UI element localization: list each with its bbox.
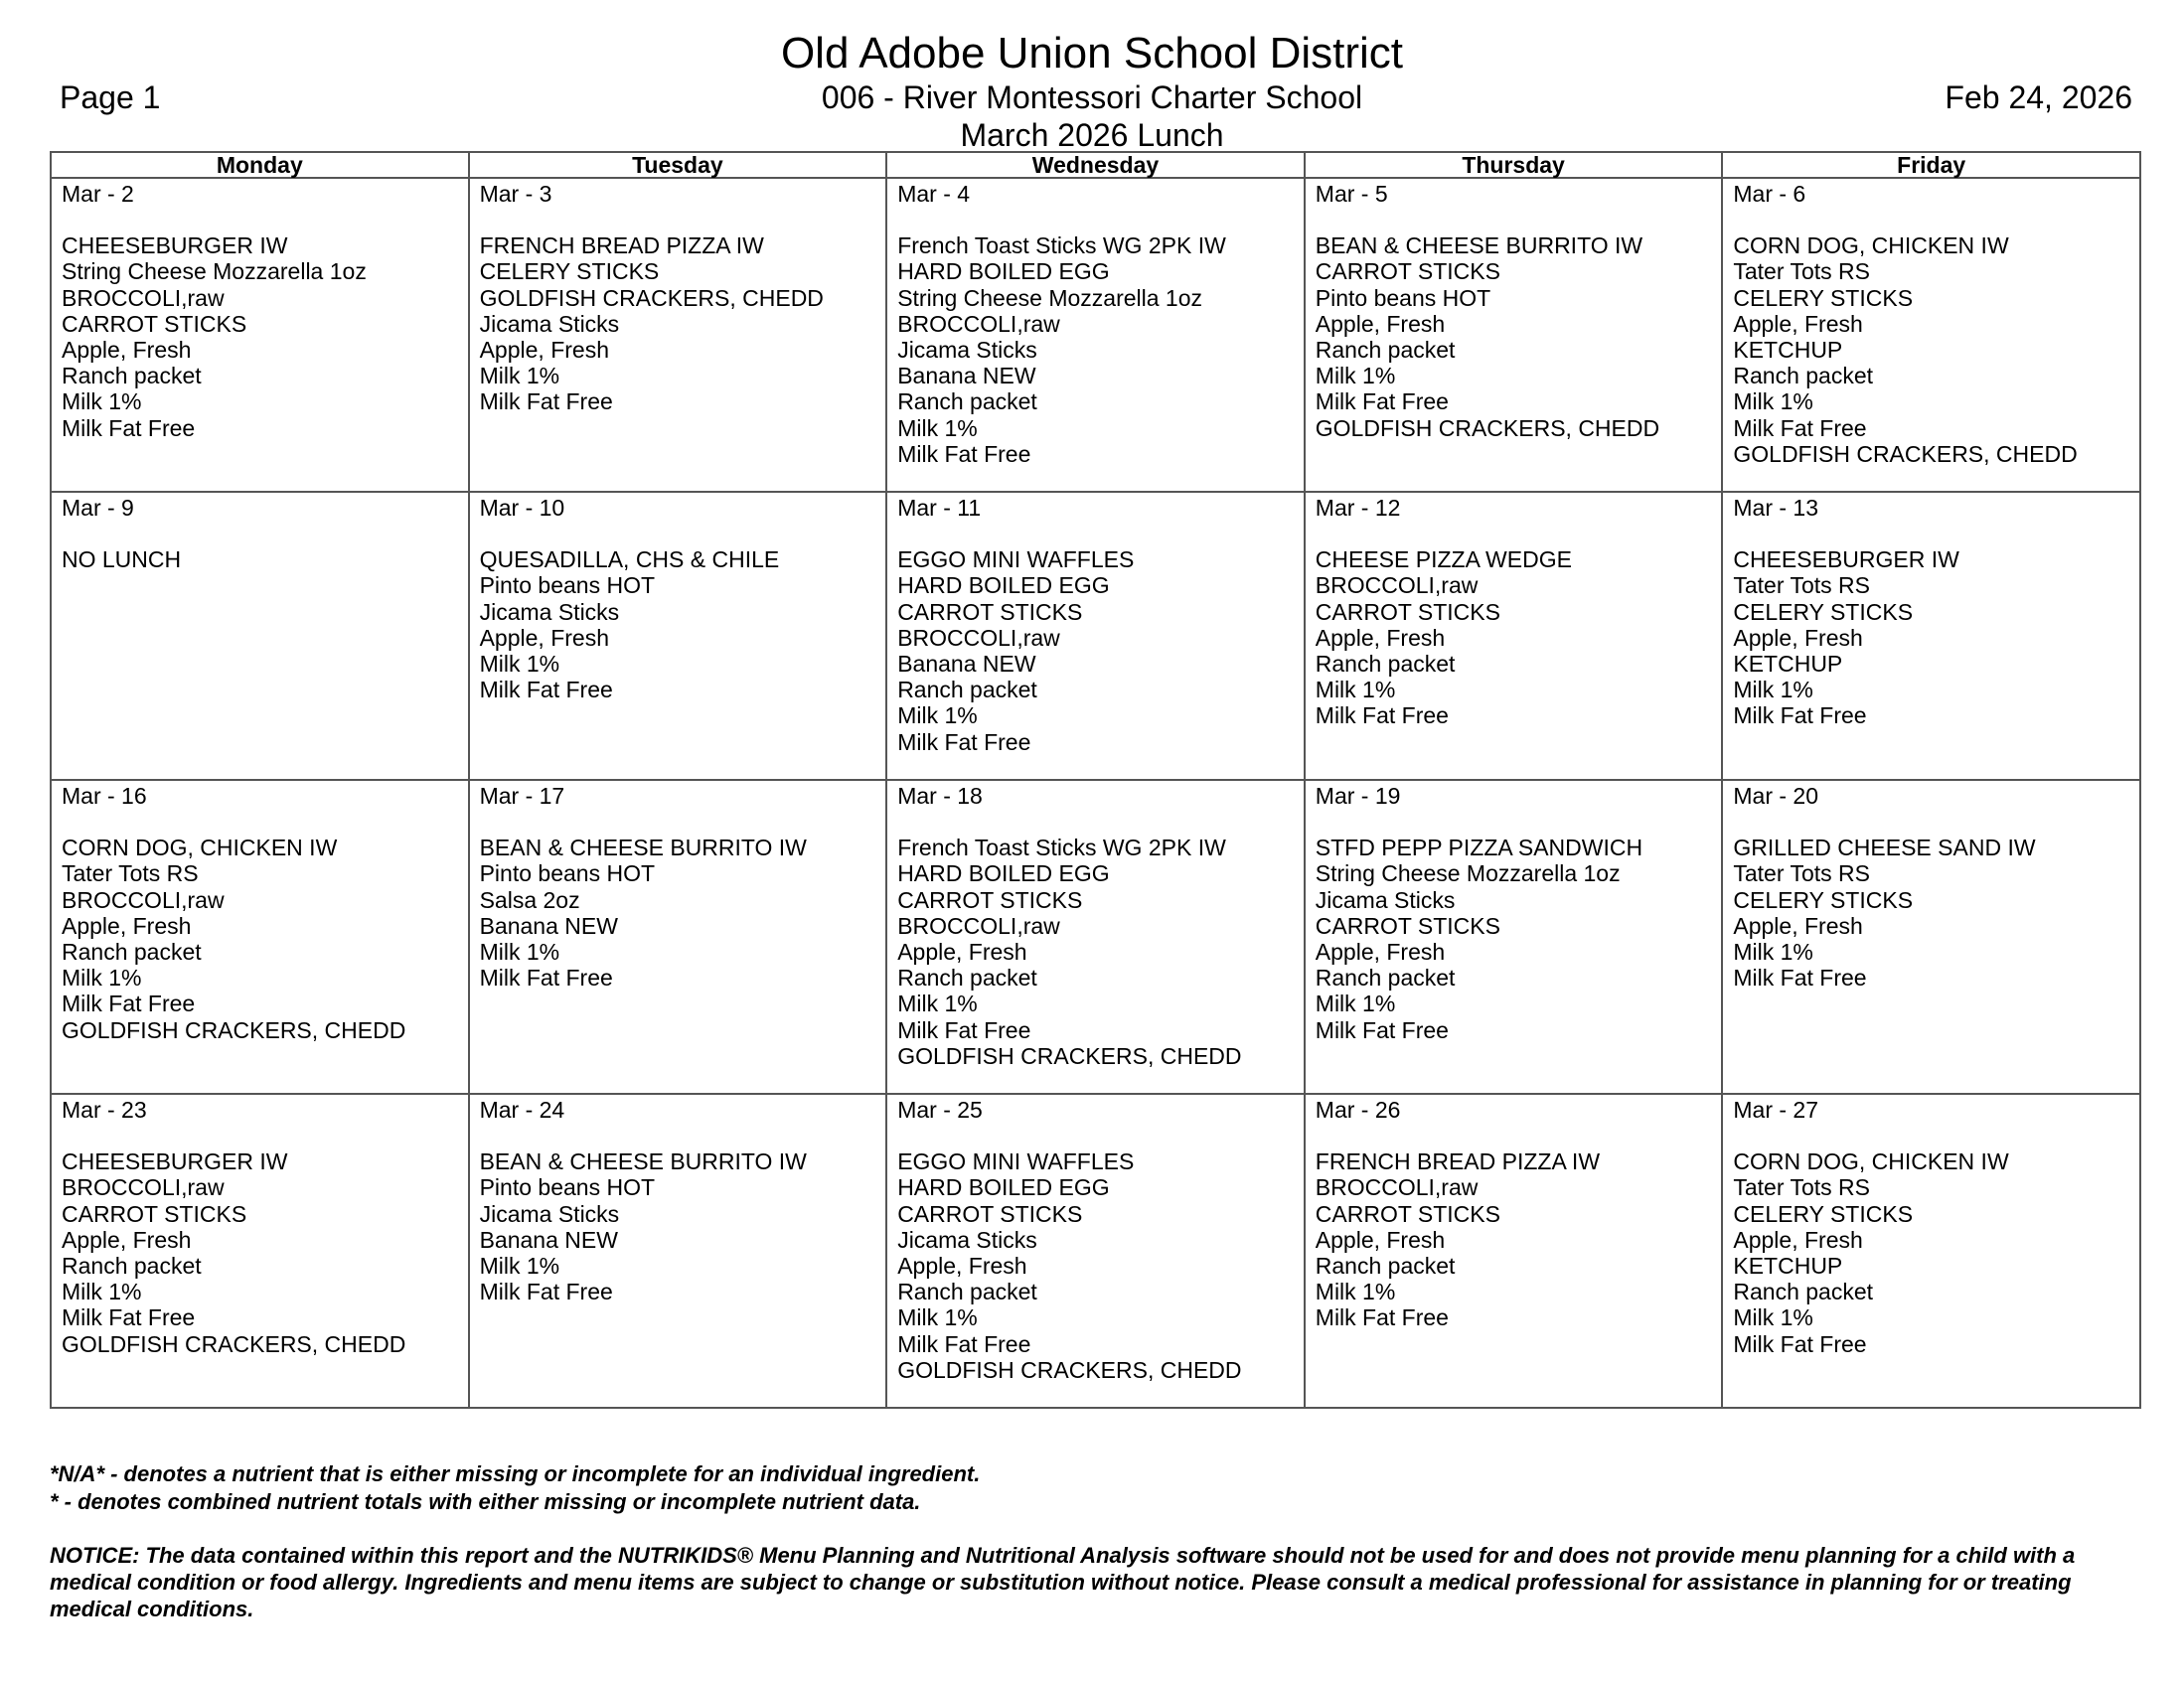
menu-item: Apple, Fresh xyxy=(1315,310,1446,337)
day-date: Mar - 18 xyxy=(897,783,983,809)
menu-item: Milk 1% xyxy=(897,1304,978,1331)
menu-item: BEAN & CHEESE BURRITO IW xyxy=(479,1148,807,1175)
menu-item: BROCCOLI,raw xyxy=(1315,1174,1479,1201)
day-cell xyxy=(1722,1094,2140,1408)
menu-item: CELERY STICKS xyxy=(1733,284,1914,311)
menu-item: Ranch packet xyxy=(897,1279,1037,1305)
day-cell xyxy=(1722,178,2140,492)
weekday-header-row xyxy=(51,152,2140,178)
menu-item: Apple, Fresh xyxy=(1733,624,1863,651)
menu-item: BROCCOLI,raw xyxy=(62,1174,225,1201)
menu-item: BEAN & CHEESE BURRITO IW xyxy=(1315,232,1643,259)
menu-item: CARROT STICKS xyxy=(62,310,247,337)
menu-item: Milk Fat Free xyxy=(479,388,613,415)
lunch-calendar xyxy=(50,151,2141,1409)
menu-item: Milk 1% xyxy=(1733,939,1813,965)
menu-item: CHEESEBURGER IW xyxy=(62,232,288,259)
menu-item: HARD BOILED EGG xyxy=(897,572,1110,599)
menu-item: Apple, Fresh xyxy=(62,337,192,363)
menu-item: French Toast Sticks WG 2PK IW xyxy=(897,835,1226,861)
menu-item: Ranch packet xyxy=(1315,337,1456,363)
footnote-asterisk: * - denotes combined nutrient totals with either missing or incomplete nutrient data. xyxy=(50,1489,921,1514)
menu-item: Milk Fat Free xyxy=(1315,1304,1449,1331)
menu-item: Milk 1% xyxy=(1733,1304,1813,1331)
day-date: Mar - 6 xyxy=(1733,181,1806,207)
menu-item: Apple, Fresh xyxy=(1315,939,1446,965)
menu-item: GOLDFISH CRACKERS, CHEDD xyxy=(897,1356,1242,1383)
menu-item: Apple, Fresh xyxy=(1733,310,1863,337)
menu-item: Jicama Sticks xyxy=(479,598,620,625)
weekday-header-friday: Friday xyxy=(1722,152,2140,178)
menu-item: String Cheese Mozzarella 1oz xyxy=(1315,860,1621,887)
day-date: Mar - 27 xyxy=(1733,1097,1819,1123)
menu-item: Milk 1% xyxy=(62,388,142,415)
menu-item: BROCCOLI,raw xyxy=(62,886,225,913)
day-date: Mar - 5 xyxy=(1315,181,1388,207)
menu-item: Milk 1% xyxy=(62,965,142,992)
menu-item: Ranch packet xyxy=(1315,965,1456,992)
day-date: Mar - 13 xyxy=(1733,495,1819,521)
menu-item: Pinto beans HOT xyxy=(479,860,656,887)
menu-item: French Toast Sticks WG 2PK IW xyxy=(897,232,1226,259)
menu-item: Milk Fat Free xyxy=(897,1016,1031,1043)
menu-item: CELERY STICKS xyxy=(1733,1200,1914,1227)
menu-item: EGGO MINI WAFFLES xyxy=(897,546,1135,573)
menu-item: Tater Tots RS xyxy=(1733,572,1871,599)
menu-item: Apple, Fresh xyxy=(1315,624,1446,651)
day-date: Mar - 23 xyxy=(62,1097,147,1123)
menu-item: Milk Fat Free xyxy=(1733,1330,1867,1357)
week-row xyxy=(51,1094,2140,1408)
menu-item: CORN DOG, CHICKEN IW xyxy=(1733,232,2009,259)
day-cell xyxy=(1722,780,2140,1094)
day-date: Mar - 2 xyxy=(62,181,134,207)
page-number: Page 1 xyxy=(60,79,161,115)
menu-item: String Cheese Mozzarella 1oz xyxy=(897,284,1203,311)
menu-item: Banana NEW xyxy=(897,363,1036,389)
menu-item: Milk Fat Free xyxy=(897,1330,1031,1357)
menu-item: GOLDFISH CRACKERS, CHEDD xyxy=(1733,440,2078,467)
day-cell xyxy=(1305,178,1723,492)
menu-item: Jicama Sticks xyxy=(1315,886,1456,913)
menu-item: Milk Fat Free xyxy=(1733,702,1867,729)
menu-item: Banana NEW xyxy=(479,912,618,939)
menu-item: Milk 1% xyxy=(62,1279,142,1305)
menu-item: CARROT STICKS xyxy=(62,1200,247,1227)
menu-item: Banana NEW xyxy=(479,1226,618,1253)
menu-item: CARROT STICKS xyxy=(1315,258,1500,285)
menu-item: CARROT STICKS xyxy=(1315,598,1500,625)
day-date: Mar - 16 xyxy=(62,783,147,809)
menu-period: March 2026 Lunch xyxy=(960,117,1224,153)
day-cell xyxy=(469,780,887,1094)
menu-item: Milk Fat Free xyxy=(479,965,613,992)
menu-item: Apple, Fresh xyxy=(62,1226,192,1253)
menu-item: Tater Tots RS xyxy=(1733,860,1871,887)
week-row xyxy=(51,492,2140,780)
menu-item: FRENCH BREAD PIZZA IW xyxy=(479,232,764,259)
menu-item: BEAN & CHEESE BURRITO IW xyxy=(479,835,807,861)
day-date: Mar - 17 xyxy=(479,783,565,809)
menu-item: Jicama Sticks xyxy=(897,337,1037,363)
menu-item: Milk 1% xyxy=(1315,677,1396,703)
menu-item: Milk 1% xyxy=(897,702,978,729)
menu-item: Milk 1% xyxy=(1315,363,1396,389)
day-date: Mar - 11 xyxy=(897,495,982,521)
day-cell xyxy=(886,492,1305,780)
weekday-header-monday: Monday xyxy=(51,152,469,178)
menu-item: Apple, Fresh xyxy=(1733,912,1863,939)
day-date: Mar - 25 xyxy=(897,1097,983,1123)
menu-item: EGGO MINI WAFFLES xyxy=(897,1148,1135,1175)
menu-item: Jicama Sticks xyxy=(897,1226,1037,1253)
menu-item: Jicama Sticks xyxy=(479,310,620,337)
weekday-header-thursday: Thursday xyxy=(1305,152,1723,178)
menu-item: KETCHUP xyxy=(1733,651,1843,677)
menu-item: Milk 1% xyxy=(479,363,560,389)
menu-item: Ranch packet xyxy=(62,939,202,965)
day-cell xyxy=(51,1094,469,1408)
menu-item: Jicama Sticks xyxy=(479,1200,620,1227)
day-date: Mar - 10 xyxy=(479,495,565,521)
footnote-na: *N/A* - denotes a nutrient that is either missing or incomplete for an individual ingredient. xyxy=(50,1461,981,1486)
menu-item: Ranch packet xyxy=(1733,363,1874,389)
menu-item: CELERY STICKS xyxy=(1733,598,1914,625)
menu-item: CELERY STICKS xyxy=(1733,886,1914,913)
menu-item: Milk 1% xyxy=(1733,388,1813,415)
menu-item: Milk 1% xyxy=(1315,991,1396,1017)
menu-item: BROCCOLI,raw xyxy=(897,310,1060,337)
day-date: Mar - 4 xyxy=(897,181,971,207)
weekday-header-tuesday: Tuesday xyxy=(469,152,887,178)
menu-item: QUESADILLA, CHS & CHILE xyxy=(479,546,780,573)
calendar-body xyxy=(51,178,2140,1408)
day-date: Mar - 3 xyxy=(479,181,552,207)
menu-item: CHEESEBURGER IW xyxy=(1733,546,1959,573)
school-name: 006 - River Montessori Charter School xyxy=(821,79,1363,115)
menu-item: Tater Tots RS xyxy=(1733,258,1871,285)
menu-item: Tater Tots RS xyxy=(62,860,199,887)
day-cell xyxy=(886,780,1305,1094)
menu-item: Milk Fat Free xyxy=(479,1279,613,1305)
menu-item: CARROT STICKS xyxy=(1315,912,1500,939)
menu-item: BROCCOLI,raw xyxy=(1315,572,1479,599)
menu-item: Milk Fat Free xyxy=(1315,388,1449,415)
menu-item: Apple, Fresh xyxy=(897,939,1027,965)
menu-item: Milk Fat Free xyxy=(1315,702,1449,729)
day-cell xyxy=(469,492,887,780)
weekday-header-wednesday: Wednesday xyxy=(886,152,1305,178)
day-date: Mar - 20 xyxy=(1733,783,1819,809)
menu-item: Ranch packet xyxy=(1315,1253,1456,1279)
menu-item: Pinto beans HOT xyxy=(479,1174,656,1201)
day-cell xyxy=(51,492,469,780)
menu-item: STFD PEPP PIZZA SANDWICH xyxy=(1315,835,1643,861)
menu-item: BROCCOLI,raw xyxy=(62,284,225,311)
menu-item: CARROT STICKS xyxy=(897,598,1083,625)
menu-item: Banana NEW xyxy=(897,651,1036,677)
menu-item: HARD BOILED EGG xyxy=(897,258,1110,285)
day-date: Mar - 12 xyxy=(1315,495,1401,521)
menu-item: Milk Fat Free xyxy=(479,677,613,703)
menu-item: String Cheese Mozzarella 1oz xyxy=(62,258,367,285)
week-row xyxy=(51,178,2140,492)
week-row xyxy=(51,780,2140,1094)
menu-item: BROCCOLI,raw xyxy=(897,912,1060,939)
menu-item: CHEESEBURGER IW xyxy=(62,1148,288,1175)
menu-item: HARD BOILED EGG xyxy=(897,860,1110,887)
menu-item: Apple, Fresh xyxy=(1315,1226,1446,1253)
menu-item: Milk 1% xyxy=(1733,677,1813,703)
menu-item: Milk Fat Free xyxy=(62,1304,196,1331)
menu-item: Milk Fat Free xyxy=(62,414,196,441)
day-cell xyxy=(1722,492,2140,780)
menu-item: Milk Fat Free xyxy=(897,440,1031,467)
menu-item: CORN DOG, CHICKEN IW xyxy=(62,835,338,861)
day-cell xyxy=(886,1094,1305,1408)
menu-item: GOLDFISH CRACKERS, CHEDD xyxy=(62,1330,406,1357)
menu-item: GRILLED CHEESE SAND IW xyxy=(1733,835,2036,861)
menu-item: Ranch packet xyxy=(897,965,1037,992)
day-cell xyxy=(886,178,1305,492)
day-date: Mar - 19 xyxy=(1315,783,1401,809)
menu-item: Milk Fat Free xyxy=(1733,414,1867,441)
day-date: Mar - 26 xyxy=(1315,1097,1401,1123)
menu-item: Apple, Fresh xyxy=(1733,1226,1863,1253)
print-date: Feb 24, 2026 xyxy=(1945,79,2132,115)
menu-item: Ranch packet xyxy=(62,1253,202,1279)
menu-item: Salsa 2oz xyxy=(479,886,580,913)
day-cell xyxy=(469,1094,887,1408)
day-cell xyxy=(1305,1094,1723,1408)
menu-item: KETCHUP xyxy=(1733,1253,1843,1279)
day-cell xyxy=(51,178,469,492)
menu-item: CORN DOG, CHICKEN IW xyxy=(1733,1148,2009,1175)
menu-item: Tater Tots RS xyxy=(1733,1174,1871,1201)
menu-item: GOLDFISH CRACKERS, CHEDD xyxy=(1315,414,1660,441)
menu-item: FRENCH BREAD PIZZA IW xyxy=(1315,1148,1601,1175)
menu-item: Ranch packet xyxy=(897,388,1037,415)
menu-item: Milk 1% xyxy=(897,414,978,441)
day-cell xyxy=(1305,492,1723,780)
day-cell xyxy=(469,178,887,492)
menu-item: Ranch packet xyxy=(62,363,202,389)
day-date: Mar - 24 xyxy=(479,1097,565,1123)
day-cell xyxy=(1305,780,1723,1094)
menu-item: GOLDFISH CRACKERS, CHEDD xyxy=(897,1042,1242,1069)
menu-item: Milk 1% xyxy=(897,991,978,1017)
menu-item: Milk Fat Free xyxy=(1315,1016,1449,1043)
day-date: Mar - 9 xyxy=(62,495,134,521)
menu-item: NO LUNCH xyxy=(62,546,182,573)
menu-item: Milk 1% xyxy=(479,651,560,677)
menu-item: CARROT STICKS xyxy=(1315,1200,1500,1227)
menu-item: GOLDFISH CRACKERS, CHEDD xyxy=(479,284,824,311)
menu-item: Apple, Fresh xyxy=(479,337,609,363)
menu-item: Pinto beans HOT xyxy=(1315,284,1491,311)
menu-item: Ranch packet xyxy=(897,677,1037,703)
menu-item: Apple, Fresh xyxy=(479,624,609,651)
menu-item: CARROT STICKS xyxy=(897,886,1083,913)
disclaimer-notice: NOTICE: The data contained within this report and the NUTRIKIDS® Menu Planning and Nutritional Analysis software should not be used for and does not provide menu planning for a child with a medical condition or food allergy. Ingredients and menu items are subject to change or substitution without notice. Please consult a medical professional for assistance in planning for or treating medical conditions. xyxy=(50,1543,2076,1621)
menu-item: Milk 1% xyxy=(479,1253,560,1279)
menu-item: KETCHUP xyxy=(1733,337,1843,363)
menu-item: CARROT STICKS xyxy=(897,1200,1083,1227)
menu-item: Ranch packet xyxy=(1733,1279,1874,1305)
day-cell xyxy=(51,780,469,1094)
menu-item: BROCCOLI,raw xyxy=(897,624,1060,651)
menu-item: Ranch packet xyxy=(1315,651,1456,677)
menu-item: Milk Fat Free xyxy=(897,728,1031,755)
menu-item: Apple, Fresh xyxy=(62,912,192,939)
menu-item: Milk Fat Free xyxy=(1733,965,1867,992)
menu-item: Milk Fat Free xyxy=(62,991,196,1017)
menu-item: Apple, Fresh xyxy=(897,1253,1027,1279)
menu-item: GOLDFISH CRACKERS, CHEDD xyxy=(62,1016,406,1043)
district-title: Old Adobe Union School District xyxy=(780,29,1404,77)
menu-item: Pinto beans HOT xyxy=(479,572,656,599)
menu-item: CELERY STICKS xyxy=(479,258,660,285)
menu-item: Milk 1% xyxy=(479,939,560,965)
menu-item: HARD BOILED EGG xyxy=(897,1174,1110,1201)
menu-item: Milk 1% xyxy=(1315,1279,1396,1305)
menu-item: CHEESE PIZZA WEDGE xyxy=(1315,546,1572,573)
